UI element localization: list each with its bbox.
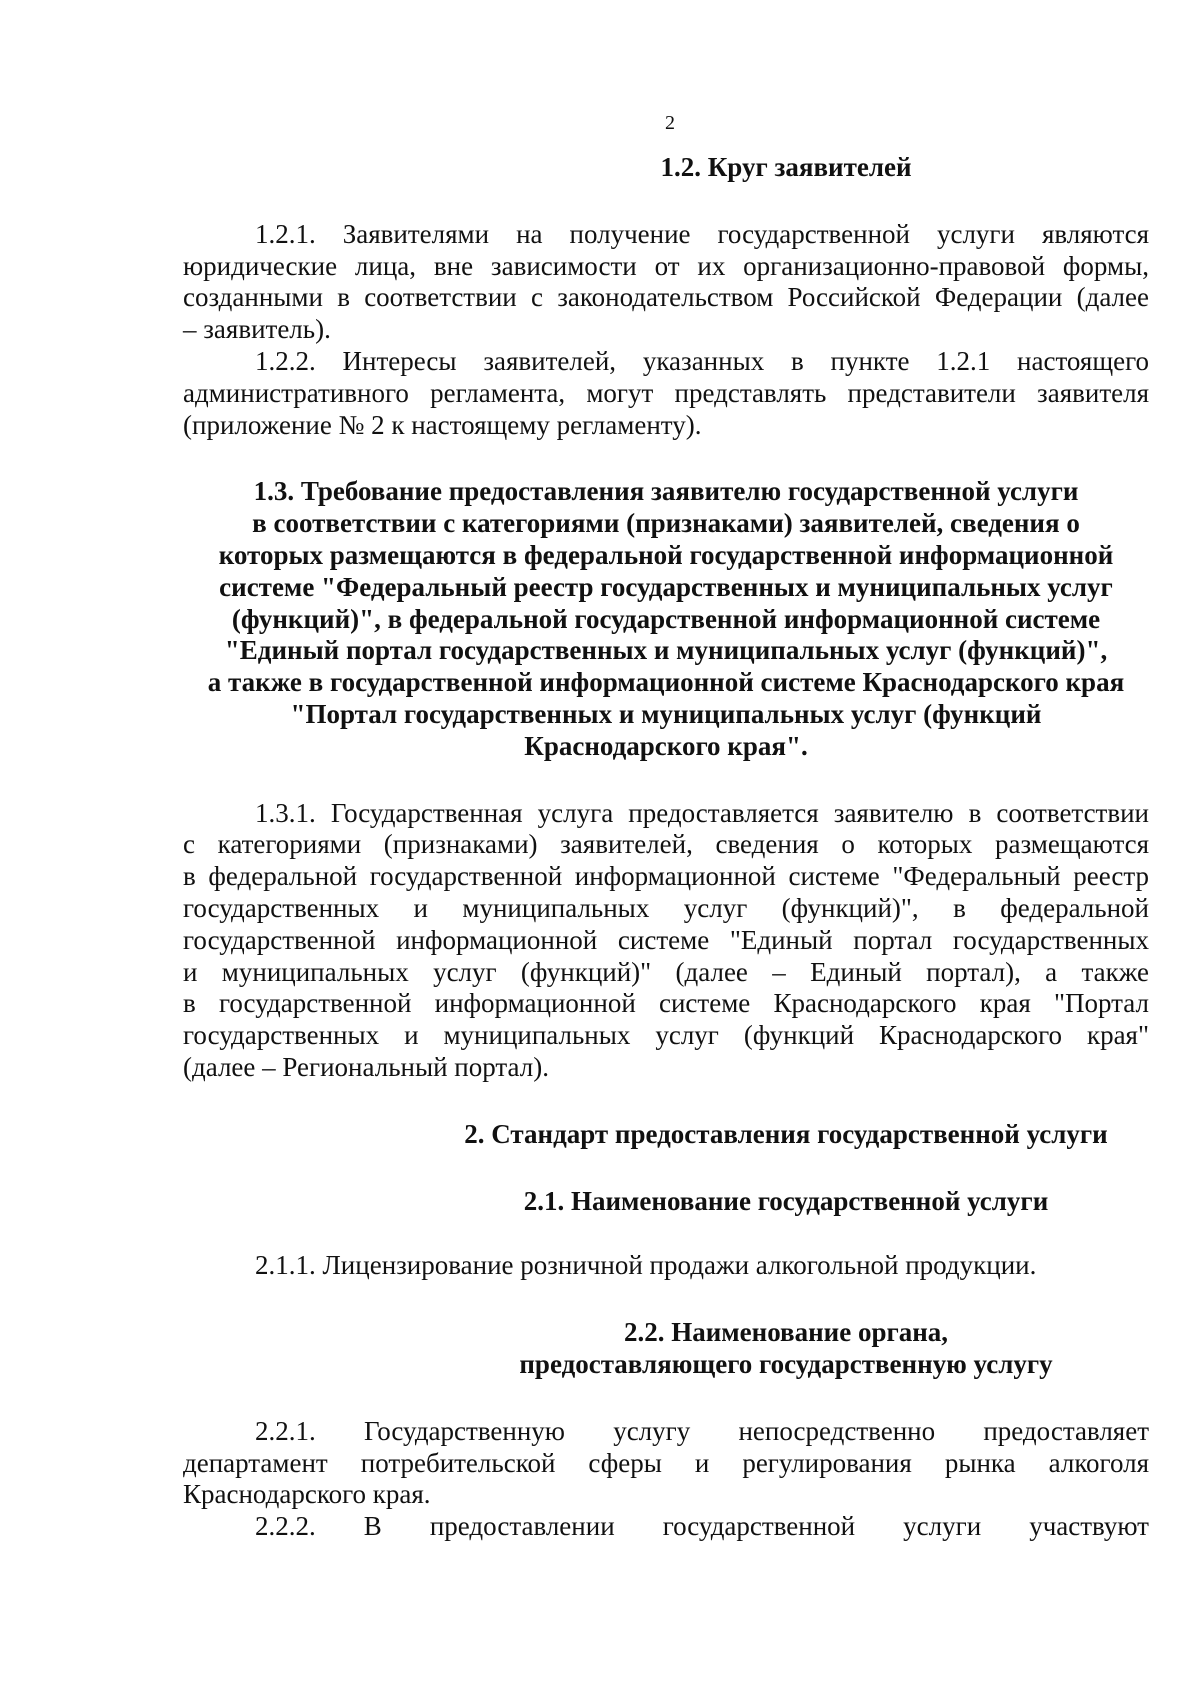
text-line: и муниципальных услуг (функций)" (далее – Единый портал), а также [183,956,1149,987]
paragraph-1-3-1 [183,798,1149,1084]
heading-line: а также в государственной информационной системе Краснодарского края [207,667,1125,698]
document-body [183,152,1149,1543]
text-line: созданными в соответствии с законодательством Российской Федерации (далее [183,282,1149,313]
heading-line: "Единый портал государственных и муниципальных услуг (функций)", [224,635,1108,666]
text-line: (приложение № 2 к настоящему регламенту). [183,409,702,440]
heading-line: 1.3. Требование предоставления заявителю государственной услуги [253,476,1079,507]
text-line: административного регламента, могут представлять представители заявителя [183,377,1149,408]
heading-line: 2.2. Наименование органа, [623,1317,949,1348]
paragraph-2-2-2 [183,1511,1149,1543]
page-number: 2 [665,112,675,134]
heading-line: системе "Федеральный реестр государственных и муниципальных услуг [219,571,1113,602]
text-line: 2.2.1. Государственную услугу непосредственно предоставляет [255,1415,1149,1446]
section-1-3-heading [183,476,1149,762]
text-line: с категориями (признаками) заявителей, сведения о которых размещаются [183,829,1149,860]
section-2-heading: 2. Стандарт предоставления государственной услуги [464,1118,1108,1149]
text-line: департамент потребительской сферы и регулирования рынка алкоголя [183,1447,1149,1478]
paragraph-1-2-2 [183,346,1149,441]
section-2-2-heading [183,1317,1149,1381]
text-line: 2.2.2. В предоставлении государственной услуги участвуют [255,1511,1149,1542]
text-line: 1.2.1. Заявителями на получение государственной услуги являются [255,218,1149,249]
paragraph-1-2-1 [183,219,1149,346]
text-line: государственных и муниципальных услуг (функций Краснодарского края" [183,1020,1149,1051]
text-line: 2.1.1. Лицензирование розничной продажи алкогольной продукции. [255,1250,1037,1281]
heading-line: "Портал государственных и муниципальных услуг (функций [290,698,1042,729]
text-line: Краснодарского края. [183,1479,431,1510]
heading-line: в соответствии с категориями (признаками) заявителей, сведения о [252,508,1080,539]
heading-line: Краснодарского края". [524,730,808,761]
text-line: в государственной информационной системе Краснодарского края "Портал [183,988,1149,1019]
paragraph-2-2-1 [183,1416,1149,1511]
text-line: 1.3.1. Государственная услуга предоставляется заявителю в соответствии [255,797,1149,828]
text-line: юридические лица, вне зависимости от их организационно-правовой формы, [183,250,1149,281]
text-line: – заявитель). [183,314,331,345]
heading-line: (функций)", в федеральной государственной информационной системе [231,603,1101,634]
text-line: в федеральной государственной информационной системе "Федеральный реестр [183,861,1149,892]
heading-line: которых размещаются в федеральной государственной информационной [218,539,1114,570]
section-1-2-heading: 1.2. Круг заявителей [660,152,912,182]
text-line: 1.2.2. Интересы заявителей, указанных в пункте 1.2.1 настоящего [255,345,1149,376]
section-2-1-heading: 2.1. Наименование государственной услуги [523,1185,1049,1216]
paragraph-2-1-1 [183,1250,1149,1282]
text-line: государственных и муниципальных услуг (функций)", в федеральной [183,892,1149,923]
text-line: государственной информационной системе "Единый портал государственных [183,924,1149,955]
heading-line: предоставляющего государственную услугу [519,1348,1053,1379]
text-line: (далее – Региональный портал). [183,1051,549,1082]
